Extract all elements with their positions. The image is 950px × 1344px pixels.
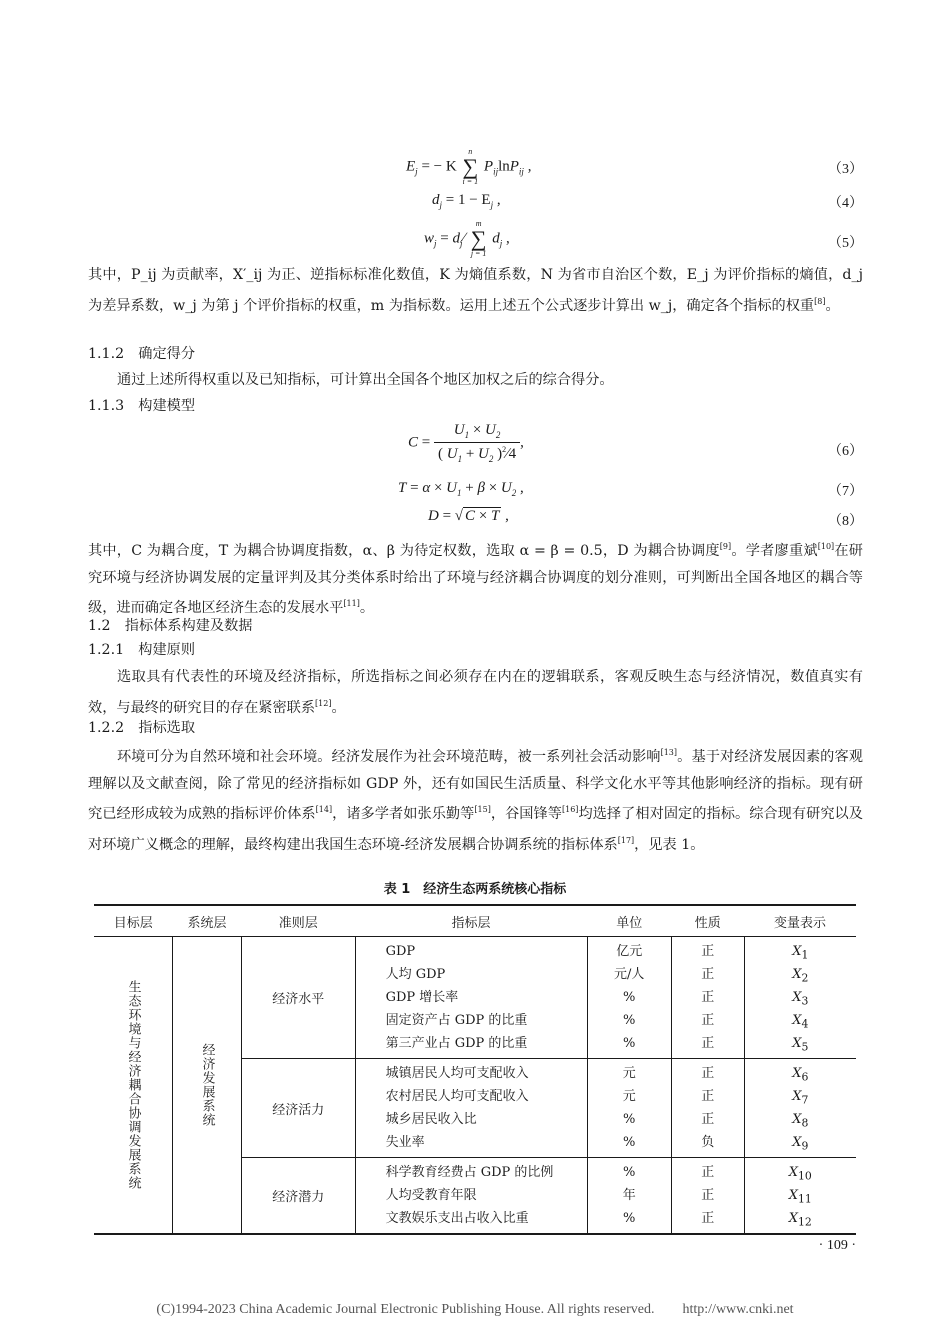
unit-cell-value: % <box>623 1112 636 1127</box>
nature-cell-value: 正 <box>701 1211 715 1226</box>
indicator-cell <box>355 1158 587 1235</box>
page-number: · 109 · <box>818 1238 856 1253</box>
indicator-cell-value: 城乡居民收入比 <box>385 1112 477 1127</box>
fraction: $\frac{U_1 \times U_2}{( U_1 + U_2 )^2∕4}$ <box>434 422 520 464</box>
equation-4: $d_j = 1 - E_j$ , <box>432 192 501 210</box>
target-layer-cell: 生态环境与经济耦合协调发展系统 <box>94 937 173 1235</box>
indicator-cell-value: 固定资产占 GDP 的比重 <box>385 1013 528 1028</box>
unit-cell <box>587 1158 671 1235</box>
equation-number-4: （4） <box>828 196 863 211</box>
nature-cell-value: 正 <box>701 1165 715 1180</box>
variable-symbol: $X_1$ <box>792 944 809 962</box>
variable-symbol: $X_8$ <box>792 1112 809 1130</box>
heading-1-2-1: 1.2.1 构建原则 <box>88 642 196 658</box>
variable-cell <box>744 937 856 1059</box>
nature-cell-value: 正 <box>701 1089 715 1104</box>
nature-cell-value: 正 <box>701 967 715 982</box>
header-variable: 变量表示 <box>744 905 856 937</box>
indicator-cell-value: 文教娱乐支出占收入比重 <box>385 1211 529 1226</box>
indicator-cell-value: 城镇居民人均可支配收入 <box>385 1066 529 1081</box>
heading-1-2: 1.2 指标体系构建及数据 <box>88 618 253 634</box>
equation-number-8: （8） <box>828 514 863 529</box>
equation-7: $T = \alpha \times U_1 + \beta \times U_2$ , <box>398 480 524 498</box>
header-unit: 单位 <box>587 905 671 937</box>
nature-cell-value: 正 <box>701 1036 715 1051</box>
unit-cell-value: 元/人 <box>614 967 645 982</box>
header-indicator: 指标层 <box>355 905 587 937</box>
indicator-cell-value: 农村居民人均可支配收入 <box>385 1089 529 1104</box>
variable-symbol: $X_3$ <box>792 990 809 1008</box>
variable-symbol: $X_2$ <box>792 967 809 985</box>
variable-cell <box>744 1158 856 1235</box>
equation-6: C = $\frac{U_1 \times U_2}{( U_1 + U_2 )^2∕4}$ , <box>408 422 524 464</box>
indicator-cell <box>355 1059 587 1158</box>
paragraph-entropy-description: 其中，P_ij 为贡献率，X′_ij 为正、逆指标标准化数值，K 为熵值系数，N 为省市自治区个数，E_j 为评价指标的熵值，d_j 为差异系数，w_j 为第 j 个评价指标的权重，m 为指标数。运用上述五个公式逐步计算出 w_j，确定各个指标的权重[8]。 <box>88 267 863 314</box>
variable-symbol: $X_4$ <box>792 1013 809 1031</box>
variable-symbol: $X_{11}$ <box>788 1188 812 1206</box>
variable-cell <box>744 1059 856 1158</box>
table-header-row <box>94 905 856 937</box>
variable-symbol: $X_{12}$ <box>788 1211 812 1229</box>
criterion-cell: 经济潜力 <box>241 1158 355 1235</box>
nature-cell-value: 正 <box>701 1066 715 1081</box>
variable-symbol: $X_9$ <box>792 1135 809 1153</box>
unit-cell-value: 年 <box>622 1188 636 1203</box>
unit-cell-value: 元 <box>622 1066 636 1081</box>
indicator-table <box>94 904 856 1235</box>
table-caption: 表 1 经济生态两系统核心指标 <box>383 882 567 897</box>
indicator-cell-value: 失业率 <box>385 1135 425 1150</box>
header-nature: 性质 <box>671 905 744 937</box>
nature-cell-value: 正 <box>701 1112 715 1127</box>
paragraph-principle: 选取具有代表性的环境及经济指标，所选指标之间必须存在内在的逻辑联系，客观反映生态与经济情况，数值真实有效，与最终的研究目的存在紧密联系[12]。 <box>88 669 863 716</box>
equation-number-7: （7） <box>828 484 863 499</box>
unit-cell-value: % <box>623 1211 636 1226</box>
equation-5: $w_j$ = $d_j∕$ m ∑ j = 1 $d_j$ , <box>424 219 510 258</box>
heading-1-1-2: 1.1.2 确定得分 <box>88 346 196 362</box>
equation-3: $E_j$ = − K n ∑ i = 1 $P_{ij}\ln P_{ij}$ , <box>406 147 532 186</box>
nature-cell <box>671 1158 744 1235</box>
nature-cell-value: 正 <box>701 990 715 1005</box>
paragraph-indicator-selection: 环境可分为自然环境和社会环境。经济发展作为社会环境范畴，被一系列社会活动影响[13]。基于对经济发展因素的客观理解以及文献查阅，除了常见的经济指标如 GDP 外，还有如国民生活质量、科学文化水平等其他影响经济的指标。现有研究已经形成较为成熟的指标评价体系[14]，诸多学者如张乐勤等[15]，谷国锋等[16]均选择了相对固定的指标。综合现有研究以及对环境广义概念的理解，最终构建出我国生态环境-经济发展耦合协调系统的指标体系[17]，见表 1。 <box>88 748 863 853</box>
criterion-cell: 经济水平 <box>241 937 355 1059</box>
paragraph-score: 通过上述所得权重以及已知指标，可计算出全国各个地区加权之后的综合得分。 <box>117 372 614 388</box>
table-row <box>94 937 856 1059</box>
variable-symbol: $X_7$ <box>792 1089 809 1107</box>
indicator-cell-value: GDP <box>385 944 416 959</box>
unit-cell <box>587 1059 671 1158</box>
paragraph-coupling-description: 其中，C 为耦合度，T 为耦合协调度指数，α、β 为待定权数，选取 α = β = 0.5，D 为耦合协调度[9]。学者廖重斌[10]在研究环境与经济协调发展的定量评判及其分类体系时给出了环境与经济耦合协调度的划分准则，可判断出全国各地区的耦合等级，进而确定各地区经济生态的发展水平[11]。 <box>88 542 863 616</box>
copyright-footer: (C)1994-2023 China Academic Journal Electronic Publishing House. All rights reserved. http://www.cnki.net <box>156 1302 794 1317</box>
criterion-cell: 经济活力 <box>241 1059 355 1158</box>
nature-cell-value: 正 <box>701 1188 715 1203</box>
indicator-cell-value: 人均 GDP <box>385 967 446 982</box>
unit-cell-value: % <box>623 1135 636 1150</box>
nature-cell-value: 正 <box>701 1013 715 1028</box>
indicator-cell-value: 人均受教育年限 <box>385 1188 477 1203</box>
equation-number-3: （3） <box>828 162 863 177</box>
unit-cell-value: % <box>623 990 636 1005</box>
header-criterion: 准则层 <box>241 905 355 937</box>
system-layer-cell: 经济发展系统 <box>173 937 242 1235</box>
variable-symbol: $X_6$ <box>792 1066 809 1084</box>
eq3-rhs: = − K <box>421 158 457 175</box>
equation-8: D = √ C × T , <box>428 508 509 524</box>
heading-1-1-3: 1.1.3 构建模型 <box>88 398 196 414</box>
equation-number-6: （6） <box>828 444 863 459</box>
nature-cell-value: 正 <box>701 944 715 959</box>
indicator-cell <box>355 937 587 1059</box>
unit-cell-value: % <box>623 1036 636 1051</box>
unit-cell-value: 元 <box>622 1089 636 1104</box>
variable-symbol: $X_{10}$ <box>788 1165 812 1183</box>
sigma-symbol: n ∑ i = 1 <box>462 147 479 186</box>
indicator-cell-value: 科学教育经费占 GDP 的比例 <box>385 1165 554 1180</box>
nature-cell <box>671 937 744 1059</box>
heading-1-2-2: 1.2.2 指标选取 <box>88 720 196 736</box>
header-system: 系统层 <box>173 905 242 937</box>
unit-cell-value: % <box>623 1165 636 1180</box>
indicator-cell-value: 第三产业占 GDP 的比重 <box>385 1036 528 1051</box>
unit-cell-value: 亿元 <box>616 944 643 959</box>
nature-cell <box>671 1059 744 1158</box>
unit-cell-value: % <box>623 1013 636 1028</box>
unit-cell <box>587 937 671 1059</box>
variable-symbol: $X_5$ <box>792 1036 809 1054</box>
equation-number-5: （5） <box>828 236 863 251</box>
sigma-symbol: m ∑ j = 1 <box>470 219 487 258</box>
nature-cell-value: 负 <box>701 1135 715 1150</box>
indicator-cell-value: GDP 增长率 <box>385 990 459 1005</box>
header-target: 目标层 <box>94 905 173 937</box>
